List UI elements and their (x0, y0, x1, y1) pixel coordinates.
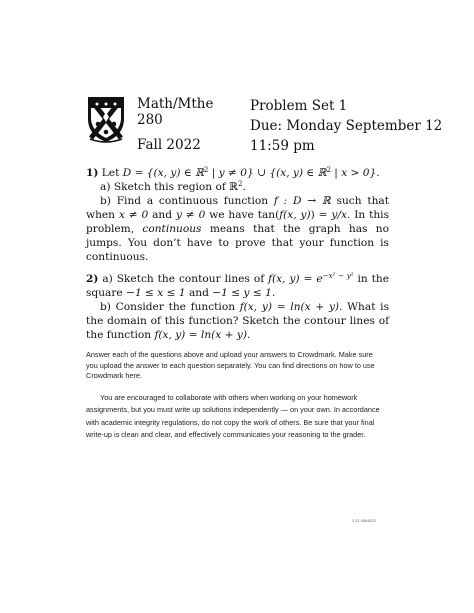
problem-1-number: 1) (86, 167, 99, 179)
course-number: 280 (137, 112, 163, 128)
due-time: 11:59 pm (250, 138, 315, 154)
problem-1-statement: 1) Let D = {(x, y) ∈ ℝ$^2$ | y ≠ 0} ∪ {(x, y) ∈ ℝ$^2$ | x > 0}. (86, 166, 380, 179)
university-crest-icon (86, 95, 126, 143)
emphasis-continuous: continuous (142, 223, 202, 235)
problem-2b: b) Consider the function f(x, y) = ln(x + y). What is the domain of this function? Sketch the contour lines of the function f(x, y) = ln(x + y). (86, 301, 389, 341)
assignment-title: Problem Set 1 (250, 98, 348, 114)
problem-list (86, 166, 389, 342)
problem-2a: 2) a) Sketch the contour lines of f(x, $y) = e^{-x^2 - y^2}$ in the square −1 ≤ x ≤ 1 and −1 ≤ y ≤ 1. (86, 272, 389, 299)
problem-2-number: 2) (86, 273, 99, 285)
assignment-meta (250, 96, 442, 156)
course-block (137, 96, 213, 153)
footer-stamp: 2.21.4666022 (352, 519, 377, 523)
problem-1b: b) Find a continuous function f : D → ℝ such that when x ≠ 0 and y ≠ 0 we have tan(f(x, y)) = y/x. In this problem, continuous means that the graph has no jumps. You don’t have to prove that your function is continuous. (86, 195, 390, 263)
course-term: Fall 2022 (137, 137, 201, 153)
instructions (86, 350, 386, 441)
problem-1a: a) Sketch this region of ℝ$^2$. (100, 180, 246, 193)
upload-instructions: Answer each of the questions above and upload your answers to Crowdmark. Make sure you upload the answer to each question separately. You can find directions on how to use Crowdmark here. (86, 350, 375, 381)
course-code: Math/Mthe (137, 96, 214, 112)
integrity-policy: You are encouraged to collaborate with others when working on your homework assignments, but you must write up solutions independently — on your own. In accordance with academic integrity regulations, do not copy the work of others. Be sure that your final write-up is clean and clear, and effectively communicates your reasoning to the grader. (86, 393, 380, 439)
due-date: Due: Monday September 12 (250, 118, 443, 134)
